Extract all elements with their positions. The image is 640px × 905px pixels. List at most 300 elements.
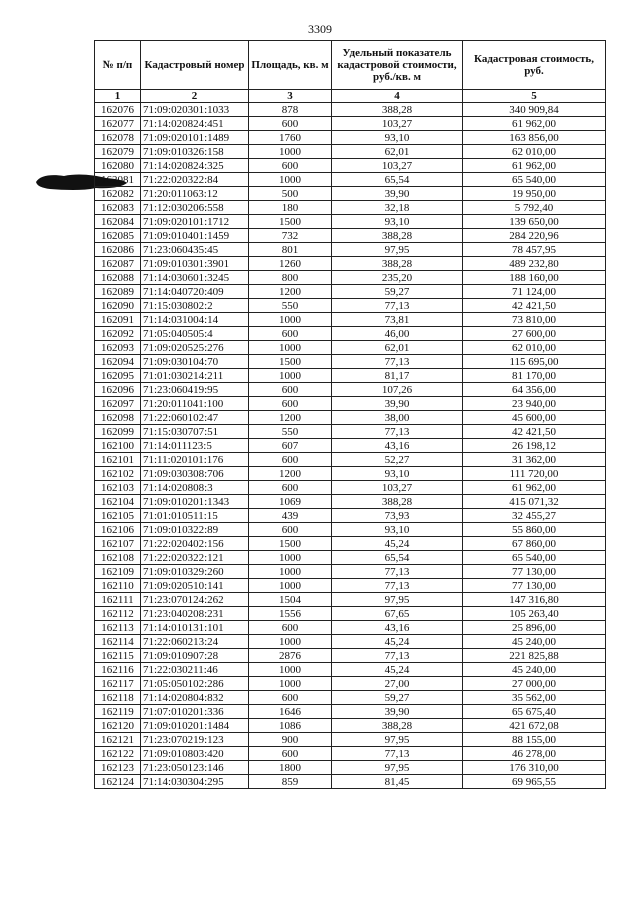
cadastral-number-cell: 71:23:070219:123 xyxy=(141,733,249,747)
cadastral-cost-cell: 55 860,00 xyxy=(463,523,606,537)
cadastral-cost-cell: 25 896,00 xyxy=(463,621,606,635)
cadastral-cost-cell: 27 000,00 xyxy=(463,677,606,691)
table-row xyxy=(95,467,606,481)
cadastral-number-cell: 71:09:010329:260 xyxy=(141,565,249,579)
area-cell: 1260 xyxy=(249,257,332,271)
row-number-cell: 162103 xyxy=(95,481,141,495)
specific-value-cell: 93,10 xyxy=(332,523,463,537)
cadastral-cost-cell: 88 155,00 xyxy=(463,733,606,747)
table-row xyxy=(95,243,606,257)
row-number-cell: 162118 xyxy=(95,691,141,705)
table-row xyxy=(95,747,606,761)
table-row xyxy=(95,341,606,355)
area-cell: 600 xyxy=(249,117,332,131)
area-cell: 900 xyxy=(249,733,332,747)
specific-value-cell: 52,27 xyxy=(332,453,463,467)
area-cell: 800 xyxy=(249,271,332,285)
cadastral-number-cell: 71:23:070124:262 xyxy=(141,593,249,607)
specific-value-cell: 43,16 xyxy=(332,439,463,453)
cadastral-cost-cell: 115 695,00 xyxy=(463,355,606,369)
specific-value-cell: 93,10 xyxy=(332,215,463,229)
area-cell: 1000 xyxy=(249,145,332,159)
cadastral-number-cell: 71:11:020101:176 xyxy=(141,453,249,467)
cadastral-number-cell: 71:22:060213:24 xyxy=(141,635,249,649)
cadastral-number-cell: 71:09:010201:1343 xyxy=(141,495,249,509)
area-cell: 878 xyxy=(249,103,332,117)
area-cell: 1000 xyxy=(249,173,332,187)
cadastral-cost-cell: 42 421,50 xyxy=(463,299,606,313)
cadastral-cost-cell: 221 825,88 xyxy=(463,649,606,663)
area-cell: 801 xyxy=(249,243,332,257)
area-cell: 2876 xyxy=(249,649,332,663)
cadastral-number-cell: 71:09:020101:1489 xyxy=(141,131,249,145)
specific-value-cell: 388,28 xyxy=(332,495,463,509)
row-number-cell: 162110 xyxy=(95,579,141,593)
table-row xyxy=(95,369,606,383)
row-number-cell: 162102 xyxy=(95,467,141,481)
cadastral-cost-cell: 35 562,00 xyxy=(463,691,606,705)
area-cell: 180 xyxy=(249,201,332,215)
cadastral-cost-cell: 139 650,00 xyxy=(463,215,606,229)
cadastral-cost-cell: 62 010,00 xyxy=(463,145,606,159)
cadastral-number-cell: 71:20:011041:100 xyxy=(141,397,249,411)
cadastral-cost-cell: 77 130,00 xyxy=(463,565,606,579)
table-row xyxy=(95,551,606,565)
cadastral-number-cell: 71:15:030802:2 xyxy=(141,299,249,313)
area-cell: 1200 xyxy=(249,467,332,481)
table-row xyxy=(95,271,606,285)
table-row xyxy=(95,355,606,369)
row-number-cell: 162099 xyxy=(95,425,141,439)
row-number-cell: 162104 xyxy=(95,495,141,509)
row-number-cell: 162113 xyxy=(95,621,141,635)
cadastral-number-cell: 71:09:010907:28 xyxy=(141,649,249,663)
area-cell: 1000 xyxy=(249,635,332,649)
cadastral-number-cell: 71:14:030304:295 xyxy=(141,775,249,789)
specific-value-cell: 107,26 xyxy=(332,383,463,397)
area-cell: 1800 xyxy=(249,761,332,775)
area-cell: 600 xyxy=(249,523,332,537)
cadastral-number-cell: 71:14:030601:3245 xyxy=(141,271,249,285)
table-row xyxy=(95,537,606,551)
cadastral-number-cell: 71:14:020808:3 xyxy=(141,481,249,495)
row-number-cell: 162109 xyxy=(95,565,141,579)
row-number-cell: 162079 xyxy=(95,145,141,159)
specific-value-cell: 388,28 xyxy=(332,257,463,271)
specific-value-cell: 81,17 xyxy=(332,369,463,383)
specific-value-cell: 93,10 xyxy=(332,467,463,481)
cadastral-cost-cell: 32 455,27 xyxy=(463,509,606,523)
row-number-cell: 162076 xyxy=(95,103,141,117)
table-row xyxy=(95,201,606,215)
cadastral-number-cell: 71:09:010301:3901 xyxy=(141,257,249,271)
table-row xyxy=(95,719,606,733)
cadastral-table xyxy=(94,40,606,789)
cadastral-cost-cell: 65 540,00 xyxy=(463,173,606,187)
column-number-row xyxy=(95,90,606,103)
cadastral-cost-cell: 415 071,32 xyxy=(463,495,606,509)
cadastral-number-cell: 71:15:030707:51 xyxy=(141,425,249,439)
table-row xyxy=(95,663,606,677)
cadastral-number-cell: 71:05:040505:4 xyxy=(141,327,249,341)
table-row xyxy=(95,761,606,775)
area-cell: 600 xyxy=(249,159,332,173)
row-number-cell: 162119 xyxy=(95,705,141,719)
cadastral-cost-cell: 45 240,00 xyxy=(463,663,606,677)
area-cell: 600 xyxy=(249,621,332,635)
area-cell: 607 xyxy=(249,439,332,453)
cadastral-cost-cell: 147 316,80 xyxy=(463,593,606,607)
cadastral-number-cell: 71:20:011063:12 xyxy=(141,187,249,201)
cadastral-cost-cell: 61 962,00 xyxy=(463,481,606,495)
table-body xyxy=(95,103,606,789)
table-row xyxy=(95,187,606,201)
specific-value-cell: 27,00 xyxy=(332,677,463,691)
row-number-cell: 162087 xyxy=(95,257,141,271)
row-number-cell: 162086 xyxy=(95,243,141,257)
specific-value-cell: 103,27 xyxy=(332,481,463,495)
cadastral-number-cell: 71:14:010131:101 xyxy=(141,621,249,635)
table-row xyxy=(95,383,606,397)
specific-value-cell: 97,95 xyxy=(332,243,463,257)
specific-value-cell: 388,28 xyxy=(332,103,463,117)
cadastral-number-cell: 71:09:010401:1459 xyxy=(141,229,249,243)
cadastral-cost-cell: 45 600,00 xyxy=(463,411,606,425)
cadastral-cost-cell: 340 909,84 xyxy=(463,103,606,117)
table-row xyxy=(95,411,606,425)
cadastral-cost-cell: 105 263,40 xyxy=(463,607,606,621)
table-row xyxy=(95,733,606,747)
row-number-cell: 162091 xyxy=(95,313,141,327)
row-number-cell: 162083 xyxy=(95,201,141,215)
specific-value-cell: 59,27 xyxy=(332,691,463,705)
specific-value-cell: 39,90 xyxy=(332,397,463,411)
cadastral-number-cell: 71:22:060102:47 xyxy=(141,411,249,425)
specific-value-cell: 235,20 xyxy=(332,271,463,285)
row-number-cell: 162108 xyxy=(95,551,141,565)
table-row xyxy=(95,103,606,117)
row-number-cell: 162124 xyxy=(95,775,141,789)
specific-value-cell: 388,28 xyxy=(332,719,463,733)
area-cell: 600 xyxy=(249,747,332,761)
cadastral-cost-cell: 111 720,00 xyxy=(463,467,606,481)
header-specific-value: Удельный показатель кадастровой стоимости, руб./кв. м xyxy=(332,41,463,90)
cadastral-number-cell: 71:09:010326:158 xyxy=(141,145,249,159)
area-cell: 600 xyxy=(249,453,332,467)
specific-value-cell: 38,00 xyxy=(332,411,463,425)
cadastral-number-cell: 71:09:010322:89 xyxy=(141,523,249,537)
area-cell: 439 xyxy=(249,509,332,523)
area-cell: 600 xyxy=(249,691,332,705)
cadastral-cost-cell: 5 792,40 xyxy=(463,201,606,215)
specific-value-cell: 77,13 xyxy=(332,425,463,439)
specific-value-cell: 103,27 xyxy=(332,159,463,173)
cadastral-number-cell: 71:09:030104:70 xyxy=(141,355,249,369)
cadastral-number-cell: 71:23:060419:95 xyxy=(141,383,249,397)
cadastral-cost-cell: 78 457,95 xyxy=(463,243,606,257)
cadastral-number-cell: 71:14:020824:325 xyxy=(141,159,249,173)
table-row xyxy=(95,173,606,187)
cadastral-cost-cell: 62 010,00 xyxy=(463,341,606,355)
specific-value-cell: 77,13 xyxy=(332,649,463,663)
header-row-number: № п/п xyxy=(95,41,141,90)
table-row xyxy=(95,495,606,509)
cadastral-cost-cell: 77 130,00 xyxy=(463,579,606,593)
area-cell: 1000 xyxy=(249,313,332,327)
table-row xyxy=(95,565,606,579)
cadastral-number-cell: 71:12:030206:558 xyxy=(141,201,249,215)
table-row xyxy=(95,523,606,537)
table-row xyxy=(95,579,606,593)
area-cell: 1200 xyxy=(249,411,332,425)
cadastral-number-cell: 71:22:030211:46 xyxy=(141,663,249,677)
cadastral-cost-cell: 71 124,00 xyxy=(463,285,606,299)
column-number: 2 xyxy=(141,90,249,103)
specific-value-cell: 62,01 xyxy=(332,145,463,159)
row-number-cell: 162101 xyxy=(95,453,141,467)
cadastral-cost-cell: 46 278,00 xyxy=(463,747,606,761)
cadastral-cost-cell: 31 362,00 xyxy=(463,453,606,467)
row-number-cell: 162121 xyxy=(95,733,141,747)
cadastral-number-cell: 71:05:050102:286 xyxy=(141,677,249,691)
specific-value-cell: 67,65 xyxy=(332,607,463,621)
cadastral-cost-cell: 64 356,00 xyxy=(463,383,606,397)
specific-value-cell: 45,24 xyxy=(332,635,463,649)
specific-value-cell: 59,27 xyxy=(332,285,463,299)
cadastral-cost-cell: 67 860,00 xyxy=(463,537,606,551)
specific-value-cell: 77,13 xyxy=(332,565,463,579)
row-number-cell: 162084 xyxy=(95,215,141,229)
area-cell: 1504 xyxy=(249,593,332,607)
cadastral-number-cell: 71:22:020322:121 xyxy=(141,551,249,565)
area-cell: 1500 xyxy=(249,355,332,369)
area-cell: 600 xyxy=(249,383,332,397)
table-row xyxy=(95,509,606,523)
area-cell: 859 xyxy=(249,775,332,789)
table-row xyxy=(95,621,606,635)
area-cell: 600 xyxy=(249,397,332,411)
row-number-cell: 162093 xyxy=(95,341,141,355)
row-number-cell: 162115 xyxy=(95,649,141,663)
row-number-cell: 162117 xyxy=(95,677,141,691)
cadastral-cost-cell: 69 965,55 xyxy=(463,775,606,789)
specific-value-cell: 39,90 xyxy=(332,187,463,201)
specific-value-cell: 77,13 xyxy=(332,747,463,761)
column-number: 5 xyxy=(463,90,606,103)
row-number-cell: 162105 xyxy=(95,509,141,523)
cadastral-number-cell: 71:23:060435:45 xyxy=(141,243,249,257)
cadastral-cost-cell: 489 232,80 xyxy=(463,257,606,271)
cadastral-cost-cell: 45 240,00 xyxy=(463,635,606,649)
row-number-cell: 162120 xyxy=(95,719,141,733)
row-number-cell: 162107 xyxy=(95,537,141,551)
specific-value-cell: 73,93 xyxy=(332,509,463,523)
area-cell: 1760 xyxy=(249,131,332,145)
specific-value-cell: 73,81 xyxy=(332,313,463,327)
specific-value-cell: 39,90 xyxy=(332,705,463,719)
specific-value-cell: 65,54 xyxy=(332,173,463,187)
area-cell: 1000 xyxy=(249,677,332,691)
table-row xyxy=(95,117,606,131)
specific-value-cell: 388,28 xyxy=(332,229,463,243)
table-row xyxy=(95,131,606,145)
cadastral-number-cell: 71:09:030308:706 xyxy=(141,467,249,481)
column-number: 4 xyxy=(332,90,463,103)
cadastral-number-cell: 71:01:010511:15 xyxy=(141,509,249,523)
area-cell: 1200 xyxy=(249,285,332,299)
table-row xyxy=(95,327,606,341)
table-row xyxy=(95,215,606,229)
row-number-cell: 162116 xyxy=(95,663,141,677)
cadastral-number-cell: 71:09:010201:1484 xyxy=(141,719,249,733)
specific-value-cell: 81,45 xyxy=(332,775,463,789)
specific-value-cell: 77,13 xyxy=(332,579,463,593)
table-row xyxy=(95,397,606,411)
cadastral-cost-cell: 65 540,00 xyxy=(463,551,606,565)
specific-value-cell: 97,95 xyxy=(332,733,463,747)
cadastral-cost-cell: 61 962,00 xyxy=(463,159,606,173)
column-number: 3 xyxy=(249,90,332,103)
table-row xyxy=(95,159,606,173)
cadastral-cost-cell: 26 198,12 xyxy=(463,439,606,453)
row-number-cell: 162096 xyxy=(95,383,141,397)
page-number: 3309 xyxy=(308,22,332,36)
cadastral-cost-cell: 42 421,50 xyxy=(463,425,606,439)
table-row xyxy=(95,481,606,495)
area-cell: 1000 xyxy=(249,369,332,383)
row-number-cell: 162097 xyxy=(95,397,141,411)
specific-value-cell: 46,00 xyxy=(332,327,463,341)
row-number-cell: 162112 xyxy=(95,607,141,621)
table-row xyxy=(95,705,606,719)
row-number-cell: 162090 xyxy=(95,299,141,313)
cadastral-cost-cell: 176 310,00 xyxy=(463,761,606,775)
area-cell: 732 xyxy=(249,229,332,243)
column-number: 1 xyxy=(95,90,141,103)
row-number-cell: 162081 xyxy=(95,173,141,187)
cadastral-number-cell: 71:14:011123:5 xyxy=(141,439,249,453)
table-row xyxy=(95,145,606,159)
area-cell: 1500 xyxy=(249,215,332,229)
row-number-cell: 162078 xyxy=(95,131,141,145)
area-cell: 1000 xyxy=(249,341,332,355)
cadastral-number-cell: 71:09:020101:1712 xyxy=(141,215,249,229)
row-number-cell: 162092 xyxy=(95,327,141,341)
area-cell: 1000 xyxy=(249,663,332,677)
row-number-cell: 162123 xyxy=(95,761,141,775)
specific-value-cell: 77,13 xyxy=(332,299,463,313)
table-row xyxy=(95,593,606,607)
cadastral-number-cell: 71:09:020525:276 xyxy=(141,341,249,355)
table-row xyxy=(95,313,606,327)
row-number-cell: 162098 xyxy=(95,411,141,425)
cadastral-cost-cell: 23 940,00 xyxy=(463,397,606,411)
area-cell: 500 xyxy=(249,187,332,201)
specific-value-cell: 97,95 xyxy=(332,593,463,607)
area-cell: 550 xyxy=(249,425,332,439)
specific-value-cell: 62,01 xyxy=(332,341,463,355)
cadastral-number-cell: 71:09:020510:141 xyxy=(141,579,249,593)
area-cell: 1556 xyxy=(249,607,332,621)
row-number-cell: 162089 xyxy=(95,285,141,299)
table-row xyxy=(95,425,606,439)
cadastral-number-cell: 71:09:020301:1033 xyxy=(141,103,249,117)
specific-value-cell: 77,13 xyxy=(332,355,463,369)
cadastral-number-cell: 71:23:050123:146 xyxy=(141,761,249,775)
cadastral-cost-cell: 163 856,00 xyxy=(463,131,606,145)
specific-value-cell: 93,10 xyxy=(332,131,463,145)
area-cell: 1500 xyxy=(249,537,332,551)
row-number-cell: 162095 xyxy=(95,369,141,383)
row-number-cell: 162122 xyxy=(95,747,141,761)
cadastral-number-cell: 71:14:020804:832 xyxy=(141,691,249,705)
cadastral-number-cell: 71:07:010201:336 xyxy=(141,705,249,719)
cadastral-number-cell: 71:01:030214:211 xyxy=(141,369,249,383)
table-row xyxy=(95,257,606,271)
cadastral-cost-cell: 188 160,00 xyxy=(463,271,606,285)
table-row xyxy=(95,439,606,453)
row-number-cell: 162111 xyxy=(95,593,141,607)
table-row xyxy=(95,607,606,621)
row-number-cell: 162100 xyxy=(95,439,141,453)
specific-value-cell: 103,27 xyxy=(332,117,463,131)
row-number-cell: 162094 xyxy=(95,355,141,369)
area-cell: 1000 xyxy=(249,565,332,579)
cadastral-cost-cell: 73 810,00 xyxy=(463,313,606,327)
row-number-cell: 162080 xyxy=(95,159,141,173)
header-cadastral-cost: Кадастровая стоимость, руб. xyxy=(463,41,606,90)
cadastral-cost-cell: 421 672,08 xyxy=(463,719,606,733)
area-cell: 1086 xyxy=(249,719,332,733)
cadastral-cost-cell: 27 600,00 xyxy=(463,327,606,341)
area-cell: 1000 xyxy=(249,579,332,593)
cadastral-number-cell: 71:09:010803:420 xyxy=(141,747,249,761)
cadastral-number-cell: 71:23:040208:231 xyxy=(141,607,249,621)
cadastral-number-cell: 71:14:040720:409 xyxy=(141,285,249,299)
cadastral-cost-cell: 81 170,00 xyxy=(463,369,606,383)
table-row xyxy=(95,299,606,313)
cadastral-cost-cell: 284 220,96 xyxy=(463,229,606,243)
table-row xyxy=(95,229,606,243)
cadastral-number-cell: 71:14:020824:451 xyxy=(141,117,249,131)
cadastral-cost-cell: 65 675,40 xyxy=(463,705,606,719)
header-row xyxy=(95,41,606,90)
specific-value-cell: 97,95 xyxy=(332,761,463,775)
cadastral-cost-cell: 19 950,00 xyxy=(463,187,606,201)
area-cell: 1646 xyxy=(249,705,332,719)
specific-value-cell: 43,16 xyxy=(332,621,463,635)
table-row xyxy=(95,775,606,789)
row-number-cell: 162082 xyxy=(95,187,141,201)
specific-value-cell: 45,24 xyxy=(332,663,463,677)
area-cell: 550 xyxy=(249,299,332,313)
header-cadastral-number: Кадастровый номер xyxy=(141,41,249,90)
row-number-cell: 162077 xyxy=(95,117,141,131)
area-cell: 1000 xyxy=(249,551,332,565)
table-row xyxy=(95,285,606,299)
table-row xyxy=(95,677,606,691)
area-cell: 600 xyxy=(249,481,332,495)
area-cell: 1069 xyxy=(249,495,332,509)
table-row xyxy=(95,453,606,467)
table-row xyxy=(95,649,606,663)
specific-value-cell: 32,18 xyxy=(332,201,463,215)
specific-value-cell: 65,54 xyxy=(332,551,463,565)
row-number-cell: 162088 xyxy=(95,271,141,285)
table-row xyxy=(95,691,606,705)
row-number-cell: 162085 xyxy=(95,229,141,243)
area-cell: 600 xyxy=(249,327,332,341)
